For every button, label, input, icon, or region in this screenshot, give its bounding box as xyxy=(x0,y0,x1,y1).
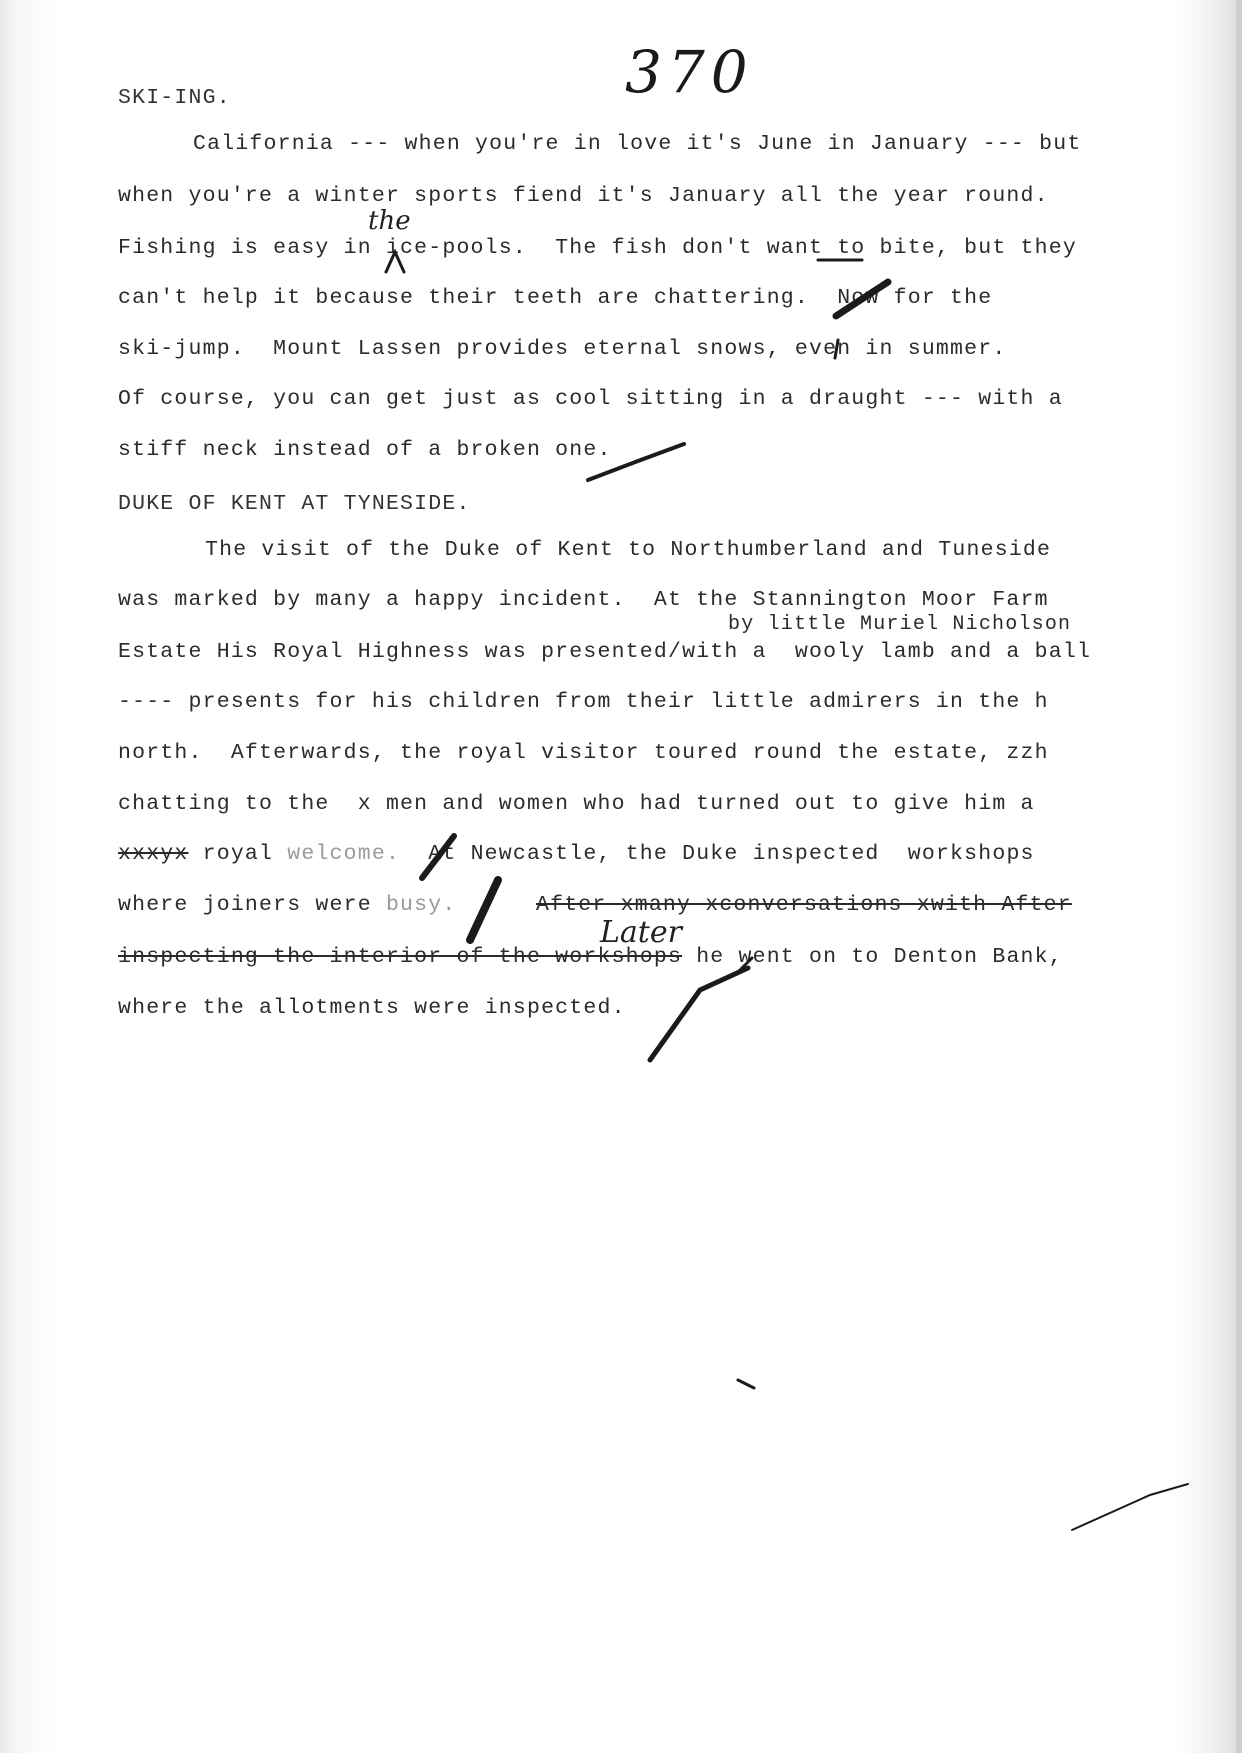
text-line: Estate His Royal Highness was presented/with a wooly lamb and a ball xyxy=(118,640,1092,664)
stray-mark xyxy=(1072,1484,1188,1530)
section-heading-skiing: SKI-ING. xyxy=(118,86,231,110)
text-fragment: At Newcastle, the Duke inspected workshops xyxy=(400,842,1035,866)
text-fragment: he went on to Denton Bank, xyxy=(682,945,1063,969)
text-line xyxy=(118,893,456,917)
typed-insertion: by little Muriel Nicholson xyxy=(728,613,1072,636)
stray-mark xyxy=(738,1380,754,1388)
text-fragment: where joiners were xyxy=(118,893,386,917)
end-mark xyxy=(650,968,748,1060)
handwritten-insertion-the: the xyxy=(368,206,411,236)
text-line: where the allotments were inspected. xyxy=(118,996,626,1020)
text-line: can't help it because their teeth are chattering. Now for the xyxy=(118,286,993,310)
text-line: when you're a winter sports fiend it's January all the year round. xyxy=(118,184,1049,208)
handwritten-insertion-later: Later xyxy=(600,915,682,950)
text-fragment: royal xyxy=(188,842,288,866)
text-line: The visit of the Duke of Kent to Northumberland and Tuneside xyxy=(205,538,1052,562)
section-heading-duke: DUKE OF KENT AT TYNESIDE. xyxy=(118,492,471,516)
text-line xyxy=(118,842,1035,866)
text-line: north. Afterwards, the royal visitor toured round the estate, zzh xyxy=(118,741,1049,765)
struck-text: xxxyx xyxy=(118,842,189,866)
text-line: ---- presents for his children from their little admirers in the h xyxy=(118,690,1049,714)
text-line: stiff neck instead of a broken one. xyxy=(118,438,612,462)
struck-text: inspecting the interior of the workshops xyxy=(118,945,683,969)
text-line: California --- when you're in love it's June in January --- but xyxy=(193,132,1082,156)
page-edge xyxy=(1236,0,1242,1753)
text-line: chatting to the x men and women who had turned out to give him a xyxy=(118,792,1035,816)
text-line xyxy=(118,945,1063,969)
struck-text: After xmany xconversations xwith After xyxy=(536,893,1072,917)
text-line: Of course, you can get just as cool sitting in a draught --- with a xyxy=(118,387,1063,411)
text-line: was marked by many a happy incident. At the Stannington Moor Farm xyxy=(118,588,1049,612)
text-fragment: welcome. xyxy=(287,842,401,866)
slash-mark xyxy=(470,880,498,940)
text-fragment: busy. xyxy=(385,893,457,917)
text-line: Fishing is easy in ice-pools. The fish don't want to bite, but they xyxy=(118,236,1077,260)
handwritten-page-number: 370 xyxy=(625,38,754,106)
text-line: ski-jump. Mount Lassen provides eternal snows, even in summer. xyxy=(118,337,1007,361)
